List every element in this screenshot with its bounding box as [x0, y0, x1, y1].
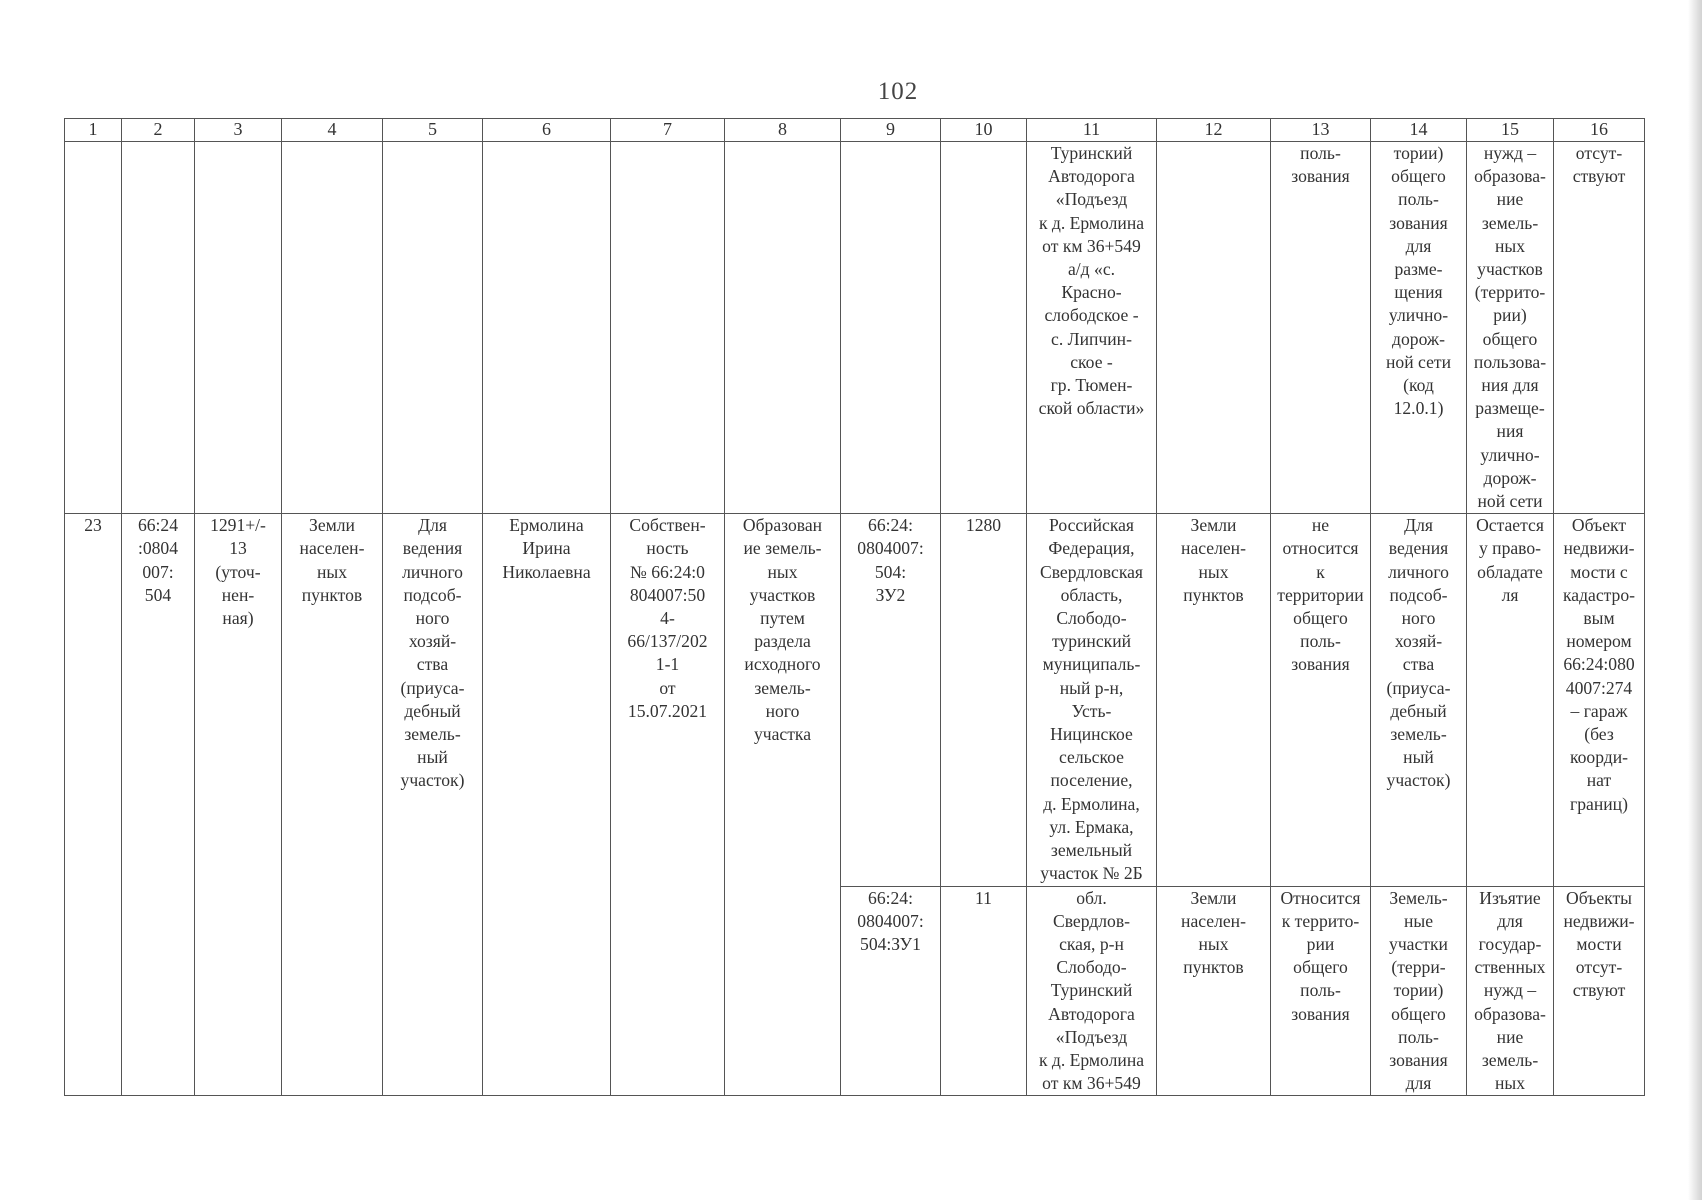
cell-line: хозяй- — [1394, 631, 1443, 652]
cell-line: от км 36+549 — [1042, 1073, 1141, 1094]
cell-line: поль- — [1300, 980, 1341, 1001]
cell-line: 15.07.2021 — [627, 700, 708, 721]
cell-line: 66:24: — [868, 887, 913, 908]
cell-line: зования — [1291, 166, 1350, 187]
cell-line: земель- — [404, 724, 461, 745]
cell-line: ствуют — [1572, 166, 1626, 187]
cell-line: 12.0.1) — [1393, 398, 1444, 419]
cell-line: 13 — [229, 538, 247, 559]
cell-line: от — [659, 677, 676, 698]
plot-area-cell — [941, 886, 1027, 1096]
column-number: 14 — [1371, 119, 1467, 142]
owner-cell — [483, 514, 611, 1096]
cell-line: ства — [416, 654, 449, 675]
cell-line: Свердлов- — [1052, 910, 1130, 931]
cell-line: хозяй- — [408, 631, 457, 652]
cell-line: участки — [1389, 933, 1448, 954]
cell-line: границ) — [1570, 793, 1628, 814]
cell-line: 0804007: — [857, 910, 924, 931]
plot-id-cell — [841, 886, 941, 1096]
cell-line: сельское — [1059, 747, 1124, 768]
cell-line: ской области» — [1038, 398, 1145, 419]
address-cell — [1027, 886, 1157, 1096]
cell-line: общего — [1482, 328, 1538, 349]
permitted-use-cell — [1371, 142, 1467, 514]
cell-line: муниципаль- — [1042, 654, 1141, 675]
cell-line: Автодорога — [1048, 1003, 1135, 1024]
cell-line: мости с — [1570, 561, 1628, 582]
column-number: 10 — [941, 119, 1027, 142]
cell-line: :0804 — [137, 538, 179, 559]
permitted-use-cell — [383, 514, 483, 1096]
cell-line: а/д «с. — [1067, 259, 1116, 280]
cell-line: Федерация, — [1048, 538, 1135, 559]
cell-line: для — [1405, 235, 1432, 256]
cell-line: 11 — [975, 887, 992, 908]
cell-line: к террито- — [1281, 910, 1360, 931]
cell-line: государ- — [1478, 933, 1542, 954]
cell-line: № 66:24:0 — [630, 561, 705, 582]
cell-line: ведения — [1388, 538, 1449, 559]
column-number: 13 — [1271, 119, 1371, 142]
plot-area-cell — [941, 514, 1027, 886]
cell-line: область, — [1060, 584, 1123, 605]
cell-line: населен- — [1181, 910, 1246, 931]
cell-line: не — [1311, 515, 1330, 536]
cell-line: дорож- — [1392, 328, 1445, 349]
cell-line: общего — [1391, 166, 1446, 187]
column-number: 2 — [122, 119, 195, 142]
cell-line: Объекты — [1566, 887, 1632, 908]
cell-line: территории — [1277, 584, 1364, 605]
cell-line: 1280 — [965, 515, 1002, 536]
cell-line: участков — [749, 584, 816, 605]
cell-line: ул. Ермака, — [1049, 816, 1134, 837]
cell-line: нат — [1586, 770, 1612, 791]
cell-line: 23 — [84, 515, 102, 536]
cell-line: земель- — [754, 677, 811, 698]
plot-id-cell — [841, 514, 941, 886]
cell-line: отсут- — [1575, 957, 1623, 978]
cell-line: ЗУ2 — [875, 584, 906, 605]
cell-line: тории) — [1393, 980, 1444, 1001]
cell-line: к — [1316, 561, 1325, 582]
column-number: 11 — [1027, 119, 1157, 142]
cell-line: подсоб- — [403, 584, 462, 605]
cell-line: обладате — [1477, 561, 1543, 582]
cell-line: общего — [1293, 608, 1348, 629]
cell-line: д. Ермолина, — [1043, 793, 1140, 814]
cell-line: пользова- — [1473, 351, 1547, 372]
cell-line: рии) — [1493, 305, 1527, 326]
cell-line: Образован — [742, 515, 823, 536]
cell-line: 66/137/202 — [627, 631, 708, 652]
cell-line: Изъятие — [1479, 887, 1541, 908]
cell-line: личного — [402, 561, 463, 582]
cell-line: ние — [1496, 189, 1524, 210]
cell-line: ская, р-н — [1059, 933, 1124, 954]
column-number: 12 — [1157, 119, 1271, 142]
cell-line: (приуса- — [1386, 677, 1451, 698]
cell-line: нужд – — [1483, 143, 1537, 163]
column-number: 6 — [483, 119, 611, 142]
permitted-use-cell — [1371, 886, 1467, 1096]
column-number: 3 — [195, 119, 282, 142]
cell-line: ных — [1494, 235, 1526, 256]
cell-line: участок) — [1386, 770, 1451, 791]
cell-line: ной сети — [1477, 491, 1543, 512]
cell-line: Свердловская — [1039, 561, 1144, 582]
column-number: 16 — [1554, 119, 1645, 142]
cell-line: поль- — [1398, 189, 1439, 210]
cell-line: ствуют — [1572, 980, 1626, 1001]
address-cell — [1027, 514, 1157, 886]
cell-line: Земли — [1190, 515, 1237, 536]
cell-line: личного — [1388, 561, 1449, 582]
cell-line: раздела — [754, 631, 811, 652]
cell-line: отсут- — [1575, 143, 1623, 163]
cell-line: пунктов — [1183, 957, 1244, 978]
record-row — [65, 514, 1645, 886]
cell-line: Туринский — [1050, 143, 1133, 163]
cell-line: Собствен- — [629, 515, 706, 536]
cell-line: населен- — [299, 538, 365, 559]
cell-line: относится — [1282, 538, 1359, 559]
planned-action-cell — [1467, 142, 1554, 514]
address-cell — [1027, 142, 1157, 514]
cell-line: ная) — [222, 608, 254, 629]
cell-line: мости — [1576, 933, 1622, 954]
land-plots-table — [64, 118, 1645, 1096]
planned-action-cell — [1467, 886, 1554, 1096]
cell-line: участок № 2Б — [1040, 863, 1143, 884]
cell-line: для — [1405, 1073, 1432, 1094]
cell-line: 504:ЗУ1 — [860, 933, 921, 954]
cell-line: Российская — [1048, 515, 1135, 536]
cell-line: земель- — [1481, 212, 1539, 233]
cell-line: Слободо- — [1056, 957, 1127, 978]
cell-line: «Подъезд — [1055, 189, 1128, 210]
cell-line: поселение, — [1050, 770, 1133, 791]
cell-line: зования — [1389, 212, 1448, 233]
cell-line: Слободо- — [1056, 608, 1127, 629]
cell-line: обл. — [1076, 887, 1107, 908]
cell-line: участков — [1477, 259, 1543, 280]
cell-line: ственных — [1474, 957, 1546, 978]
cell-line: земельный — [1050, 840, 1133, 861]
cell-line: у право- — [1478, 538, 1542, 559]
cell-line: Автодорога — [1048, 166, 1135, 187]
cell-line: 66:24:080 — [1563, 654, 1635, 675]
cell-line: рии — [1306, 933, 1335, 954]
land-category-cell — [1157, 886, 1271, 1096]
cell-line: для — [1497, 910, 1523, 931]
cell-line: к д. Ермолина — [1038, 212, 1145, 233]
cell-line: щения — [1394, 282, 1443, 303]
cell-line: гр. Тюмен- — [1050, 375, 1133, 396]
cell-line: зования — [1291, 654, 1350, 675]
public-use-cell — [1271, 142, 1371, 514]
cell-line: ный — [417, 747, 448, 768]
cell-line: «Подъезд — [1055, 1026, 1128, 1047]
continuation-row — [65, 142, 1645, 514]
cadastral-number-cell — [122, 514, 195, 1096]
cell-line: ния для — [1481, 375, 1539, 396]
cell-line: Земель- — [1389, 887, 1448, 908]
cell-line: участка — [753, 724, 812, 745]
cell-line: ведения — [402, 538, 463, 559]
column-number: 15 — [1467, 119, 1554, 142]
public-use-cell — [1271, 886, 1371, 1096]
cell-line: дебный — [404, 700, 461, 721]
cell-line: поль- — [1300, 631, 1341, 652]
cell-line: исходного — [744, 654, 821, 675]
cell-line: – гараж — [1570, 700, 1628, 721]
cell-line: Объект — [1571, 515, 1627, 536]
column-number: 9 — [841, 119, 941, 142]
area-cell — [195, 514, 282, 1096]
cell-line: коорди- — [1569, 747, 1629, 768]
page-number: 102 — [877, 78, 919, 105]
land-category-cell — [282, 514, 383, 1096]
cell-line: Красно- — [1061, 282, 1122, 303]
cell-line: ние — [1496, 1026, 1524, 1047]
cell-line: ный р-н, — [1059, 677, 1124, 698]
cell-line: 1291+/- — [210, 515, 266, 536]
cell-line: с. Липчин- — [1051, 328, 1132, 349]
column-number: 8 — [725, 119, 841, 142]
cell-line: ие земель- — [743, 538, 822, 559]
cell-line: общего — [1391, 1003, 1446, 1024]
cell-line: ный — [1403, 747, 1434, 768]
cell-line: участок) — [400, 770, 465, 791]
cell-line: ское - — [1070, 351, 1113, 372]
cell-line: 007: — [142, 561, 174, 582]
permitted-use-cell — [1371, 514, 1467, 886]
cell-line: дебный — [1390, 700, 1447, 721]
cell-line: дорож- — [1483, 467, 1537, 488]
cell-line: ных — [316, 561, 348, 582]
cell-line: 66:24 — [137, 515, 179, 536]
cell-line: 4007:274 — [1565, 677, 1633, 698]
cell-line: ного — [1401, 608, 1436, 629]
cell-line: (без — [1584, 724, 1614, 745]
cell-line: подсоб- — [1389, 584, 1448, 605]
land-category-cell — [1157, 514, 1271, 886]
public-use-cell — [1271, 514, 1371, 886]
cell-line: ность — [646, 538, 689, 559]
cell-line: путем — [760, 608, 805, 629]
cell-line: ных — [1198, 933, 1229, 954]
right-cell — [611, 514, 725, 1096]
scan-edge-shadow — [1688, 0, 1702, 1200]
cell-line: вым — [1583, 608, 1615, 629]
objects-cell — [1554, 514, 1645, 886]
cell-line: 504: — [874, 561, 907, 582]
planned-action-cell — [1467, 514, 1554, 886]
cell-line: образова- — [1474, 1003, 1546, 1024]
column-number-row — [65, 119, 1645, 142]
cell-line: недвижи- — [1563, 910, 1635, 931]
cell-line: Остается — [1476, 515, 1544, 536]
cell-line: Для — [418, 515, 447, 536]
cell-line: (терри- — [1391, 957, 1446, 978]
cell-line: ных — [1494, 1073, 1526, 1094]
cell-line: ные — [1403, 910, 1434, 931]
cell-line: улично- — [1388, 305, 1449, 326]
cell-line: кадастро- — [1562, 584, 1636, 605]
cell-line: 0804007: — [857, 538, 924, 559]
cell-line: населен- — [1181, 538, 1246, 559]
cell-line: Усть- — [1071, 700, 1112, 721]
cell-line: Земли — [1190, 887, 1237, 908]
cell-line: общего — [1293, 957, 1348, 978]
cell-line: туринский — [1051, 631, 1132, 652]
cell-line: зования — [1389, 1049, 1448, 1070]
cell-line: образова- — [1474, 166, 1546, 187]
row-number-cell — [65, 514, 122, 1096]
cell-line: разме- — [1394, 259, 1443, 280]
cell-line: 504 — [144, 584, 172, 605]
cell-line: Ницинское — [1050, 724, 1133, 745]
cell-line: недвижи- — [1563, 538, 1635, 559]
cell-line: Ирина — [522, 538, 571, 559]
cell-line: ля — [1501, 584, 1519, 605]
cell-line: ных — [1198, 561, 1229, 582]
cell-line: номером — [1566, 631, 1632, 652]
cell-line: ных — [767, 561, 798, 582]
cell-line: Николаевна — [502, 561, 591, 582]
column-number: 4 — [282, 119, 383, 142]
cell-line: (уточ- — [215, 561, 261, 582]
cell-line: 1-1 — [655, 654, 680, 675]
cell-line: к д. Ермолина — [1038, 1049, 1145, 1070]
cell-line: (код — [1403, 375, 1434, 396]
cell-line: поль- — [1300, 143, 1341, 163]
cell-line: (приуса- — [400, 677, 465, 698]
cell-line: (террито- — [1474, 282, 1546, 303]
cell-line: от км 36+549 — [1042, 235, 1141, 256]
cell-line: нен- — [221, 584, 255, 605]
cell-line: поль- — [1398, 1026, 1439, 1047]
formation-method-cell — [725, 514, 841, 1096]
column-number: 7 — [611, 119, 725, 142]
cell-line: 804007:50 — [629, 584, 706, 605]
cell-line: 4- — [660, 608, 675, 629]
cell-line: пунктов — [301, 584, 363, 605]
cell-line: 66:24: — [868, 515, 913, 536]
cell-line: ства — [1402, 654, 1435, 675]
objects-cell — [1554, 886, 1645, 1096]
cell-line: нужд – — [1483, 980, 1537, 1001]
cell-line: ного — [765, 700, 800, 721]
cell-line: Ермолина — [509, 515, 584, 536]
cell-line: ния — [1496, 421, 1524, 442]
cell-line: зования — [1291, 1003, 1350, 1024]
objects-cell — [1554, 142, 1645, 514]
column-number: 5 — [383, 119, 483, 142]
cell-line: Относится — [1280, 887, 1361, 908]
cell-line: земель- — [1481, 1049, 1539, 1070]
cell-line: размеще- — [1475, 398, 1545, 419]
column-number: 1 — [65, 119, 122, 142]
cell-line: тории) — [1393, 143, 1444, 163]
cell-line: улично- — [1480, 444, 1540, 465]
cell-line: Земли — [309, 515, 355, 536]
cell-line: ного — [415, 608, 450, 629]
cell-line: слободское - — [1044, 305, 1139, 326]
cell-line: пунктов — [1183, 584, 1244, 605]
cell-line: земель- — [1390, 724, 1447, 745]
cell-line: Для — [1404, 515, 1433, 536]
cell-line: ной сети — [1386, 351, 1451, 372]
cell-line: Туринский — [1050, 980, 1133, 1001]
